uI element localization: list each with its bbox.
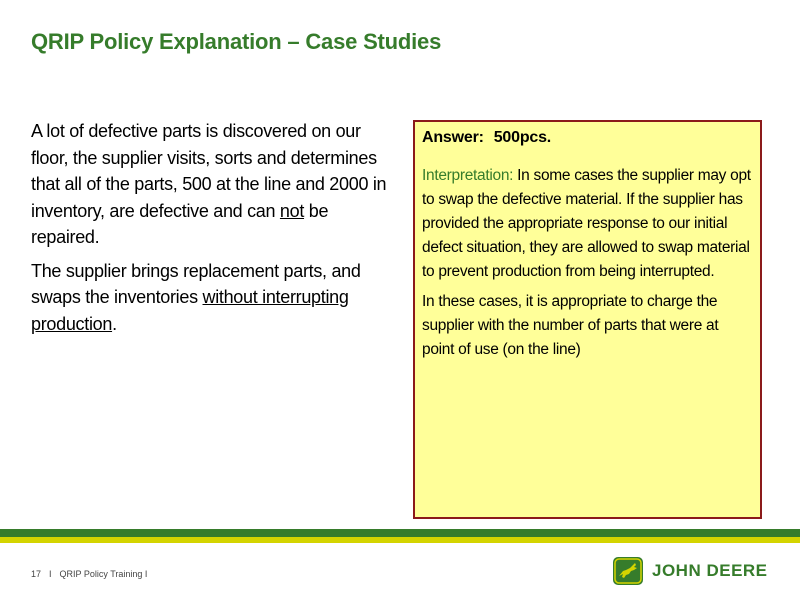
case-p2-underline: without interrupting production (31, 287, 349, 334)
answer-value: 500pcs. (493, 129, 552, 146)
case-paragraph-2 (31, 258, 396, 338)
case-p1-underline: not (279, 200, 305, 221)
answer-box (413, 120, 762, 519)
john-deere-logo (612, 556, 768, 586)
case-paragraph-1 (31, 118, 396, 251)
case-p1-text: A lot of defective parts is discovered on our floor, the supplier visits, sorts and determines that all of the parts, 500 at the line and 2000 in inventory, are defective and can (31, 121, 387, 221)
footer-band-green (0, 529, 800, 537)
case-p1-text-end: be repaired. (31, 200, 329, 247)
interpretation-label: Interpretation: (422, 167, 514, 184)
slide-title: QRIP Policy Explanation – Case Studies (31, 29, 442, 54)
case-p2-text-end: . (112, 313, 117, 334)
charge-note: In these cases, it is appropriate to charge the supplier with the number of parts that were at point of use (on the line) (422, 293, 719, 358)
case-p2-text: The supplier brings replacement parts, and swaps the inventories (31, 260, 361, 307)
case-description (31, 118, 396, 344)
brand-name: JOHN DEERE (652, 561, 768, 580)
answer-line (422, 129, 753, 147)
answer-label: Answer: (422, 129, 484, 146)
interpretation-paragraph (422, 164, 753, 284)
footer-band-yellow (0, 537, 800, 543)
footer (31, 569, 147, 579)
footer-training-label: QRIP Policy Training I (59, 569, 148, 579)
footer-separator: I (49, 569, 52, 579)
page-number: 17 (31, 569, 42, 579)
leaping-deer-icon (612, 556, 644, 586)
interpretation-text: In some cases the supplier may opt to swap the defective material. If the supplier has provided the appropriate response to our initial defect situation, they are allowed to swap material to prevent production from being interrupted. (422, 167, 751, 280)
